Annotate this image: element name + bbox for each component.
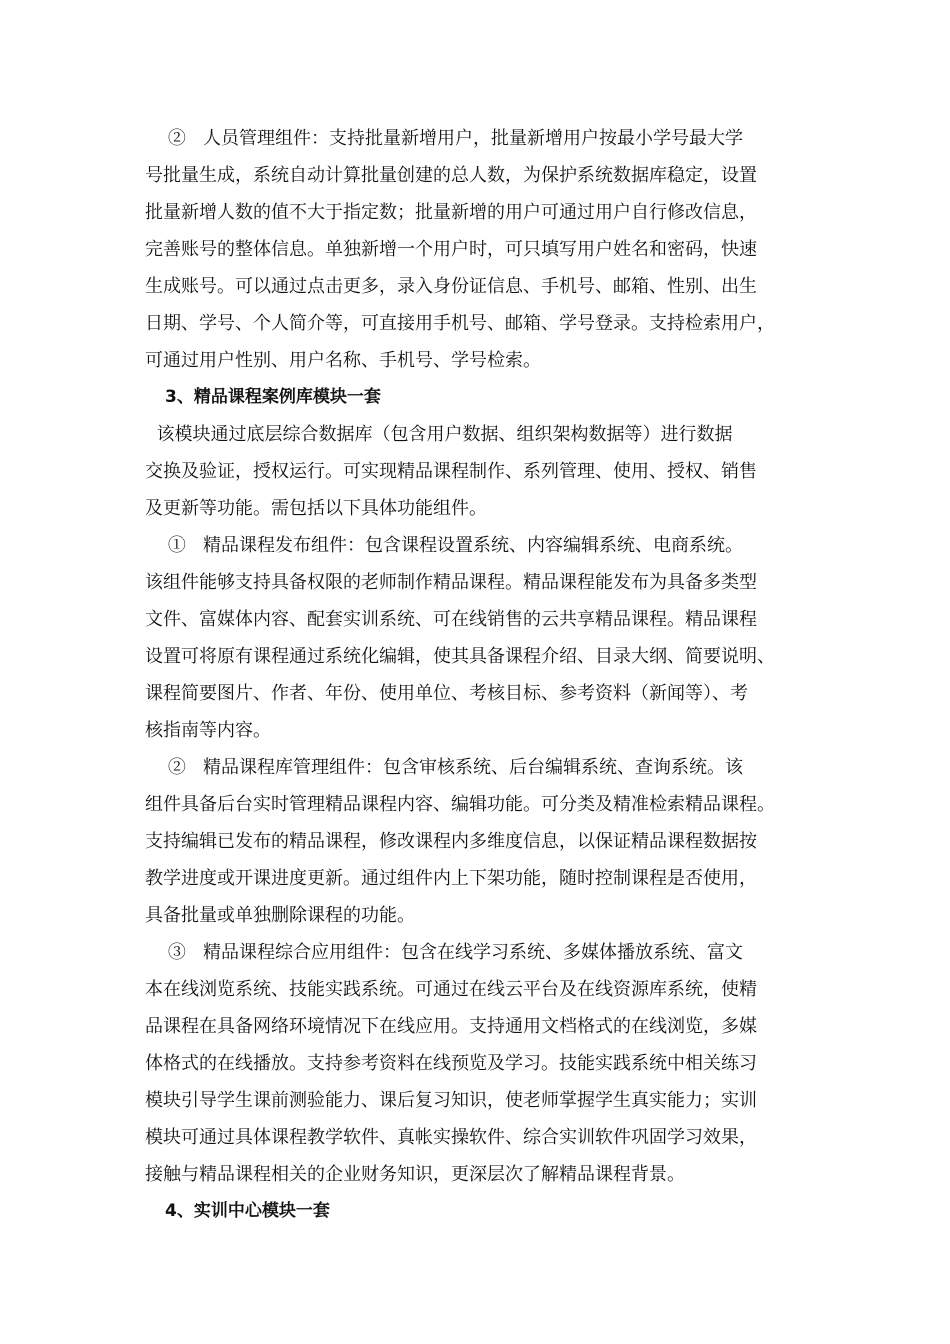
section-heading: 3、精品课程案例库模块一套 [165, 387, 381, 407]
paragraph-line: 品课程在具备网络环境情况下在线应用。支持通用文档格式的在线浏览，多媒 [145, 1016, 757, 1037]
paragraph-line: 批量新增人数的值不大于指定数；批量新增的用户可通过用户自行修改信息， [145, 202, 757, 223]
paragraph-line: 日期、学号、个人简介等，可直接用手机号、邮箱、学号登录。支持检索用户， [145, 313, 775, 334]
paragraph-line: 课程简要图片、作者、年份、使用单位、考核目标、参考资料（新闻等）、考 [145, 683, 748, 704]
paragraph-line: 接触与精品课程相关的企业财务知识，更深层次了解精品课程背景。 [145, 1164, 685, 1185]
paragraph-line: 文件、富媒体内容、配套实训系统、可在线销售的云共享精品课程。精品课程 [145, 609, 757, 630]
paragraph-line: 核指南等内容。 [145, 720, 271, 741]
paragraph-line: 完善账号的整体信息。单独新增一个用户时，可只填写用户姓名和密码，快速 [145, 239, 757, 260]
paragraph-line: ② 精品课程库管理组件：包含审核系统、后台编辑系统、查询系统。该 [145, 757, 744, 778]
paragraph-line: 生成账号。可以通过点击更多，录入身份证信息、手机号、邮箱、性别、出生 [145, 276, 757, 297]
paragraph-line: 该模块通过底层综合数据库（包含用户数据、组织架构数据等）进行数据 [145, 424, 733, 445]
paragraph-line: 本在线浏览系统、技能实践系统。可通过在线云平台及在线资源库系统，使精 [145, 979, 757, 1000]
paragraph-line: 交换及验证，授权运行。可实现精品课程制作、系列管理、使用、授权、销售 [145, 461, 757, 482]
paragraph-line: ① 精品课程发布组件：包含课程设置系统、内容编辑系统、电商系统。 [145, 535, 744, 556]
section-heading: 4、实训中心模块一套 [165, 1201, 330, 1221]
paragraph-line: 设置可将原有课程通过系统化编辑，使其具备课程介绍、目录大纲、简要说明、 [145, 646, 775, 667]
paragraph-line: 号批量生成，系统自动计算批量创建的总人数，为保护系统数据库稳定，设置 [145, 165, 757, 186]
paragraph-line: 教学进度或开课进度更新。通过组件内上下架功能，随时控制课程是否使用， [145, 868, 757, 889]
paragraph-line: 模块引导学生课前测验能力、课后复习知识，使老师掌握学生真实能力；实训 [145, 1090, 757, 1111]
paragraph-line: ③ 精品课程综合应用组件：包含在线学习系统、多媒体播放系统、富文 [145, 942, 744, 963]
paragraph-line: 及更新等功能。需包括以下具体功能组件。 [145, 498, 487, 519]
paragraph-line: 支持编辑已发布的精品课程，修改课程内多维度信息，以保证精品课程数据按 [145, 831, 757, 852]
paragraph-line: 组件具备后台实时管理精品课程内容、编辑功能。可分类及精准检索精品课程。 [145, 794, 775, 815]
paragraph-line: 具备批量或单独删除课程的功能。 [145, 905, 415, 926]
paragraph-line: 该组件能够支持具备权限的老师制作精品课程。精品课程能发布为具备多类型 [145, 572, 757, 593]
paragraph-line: 体格式的在线播放。支持参考资料在线预览及学习。技能实践系统中相关练习 [145, 1053, 757, 1074]
paragraph-line: 可通过用户性别、用户名称、手机号、学号检索。 [145, 350, 541, 371]
paragraph-line: ② 人员管理组件：支持批量新增用户，批量新增用户按最小学号最大学 [145, 128, 744, 149]
document-body [145, 120, 810, 1230]
paragraph-line: 模块可通过具体课程教学软件、真帐实操软件、综合实训软件巩固学习效果， [145, 1127, 757, 1148]
